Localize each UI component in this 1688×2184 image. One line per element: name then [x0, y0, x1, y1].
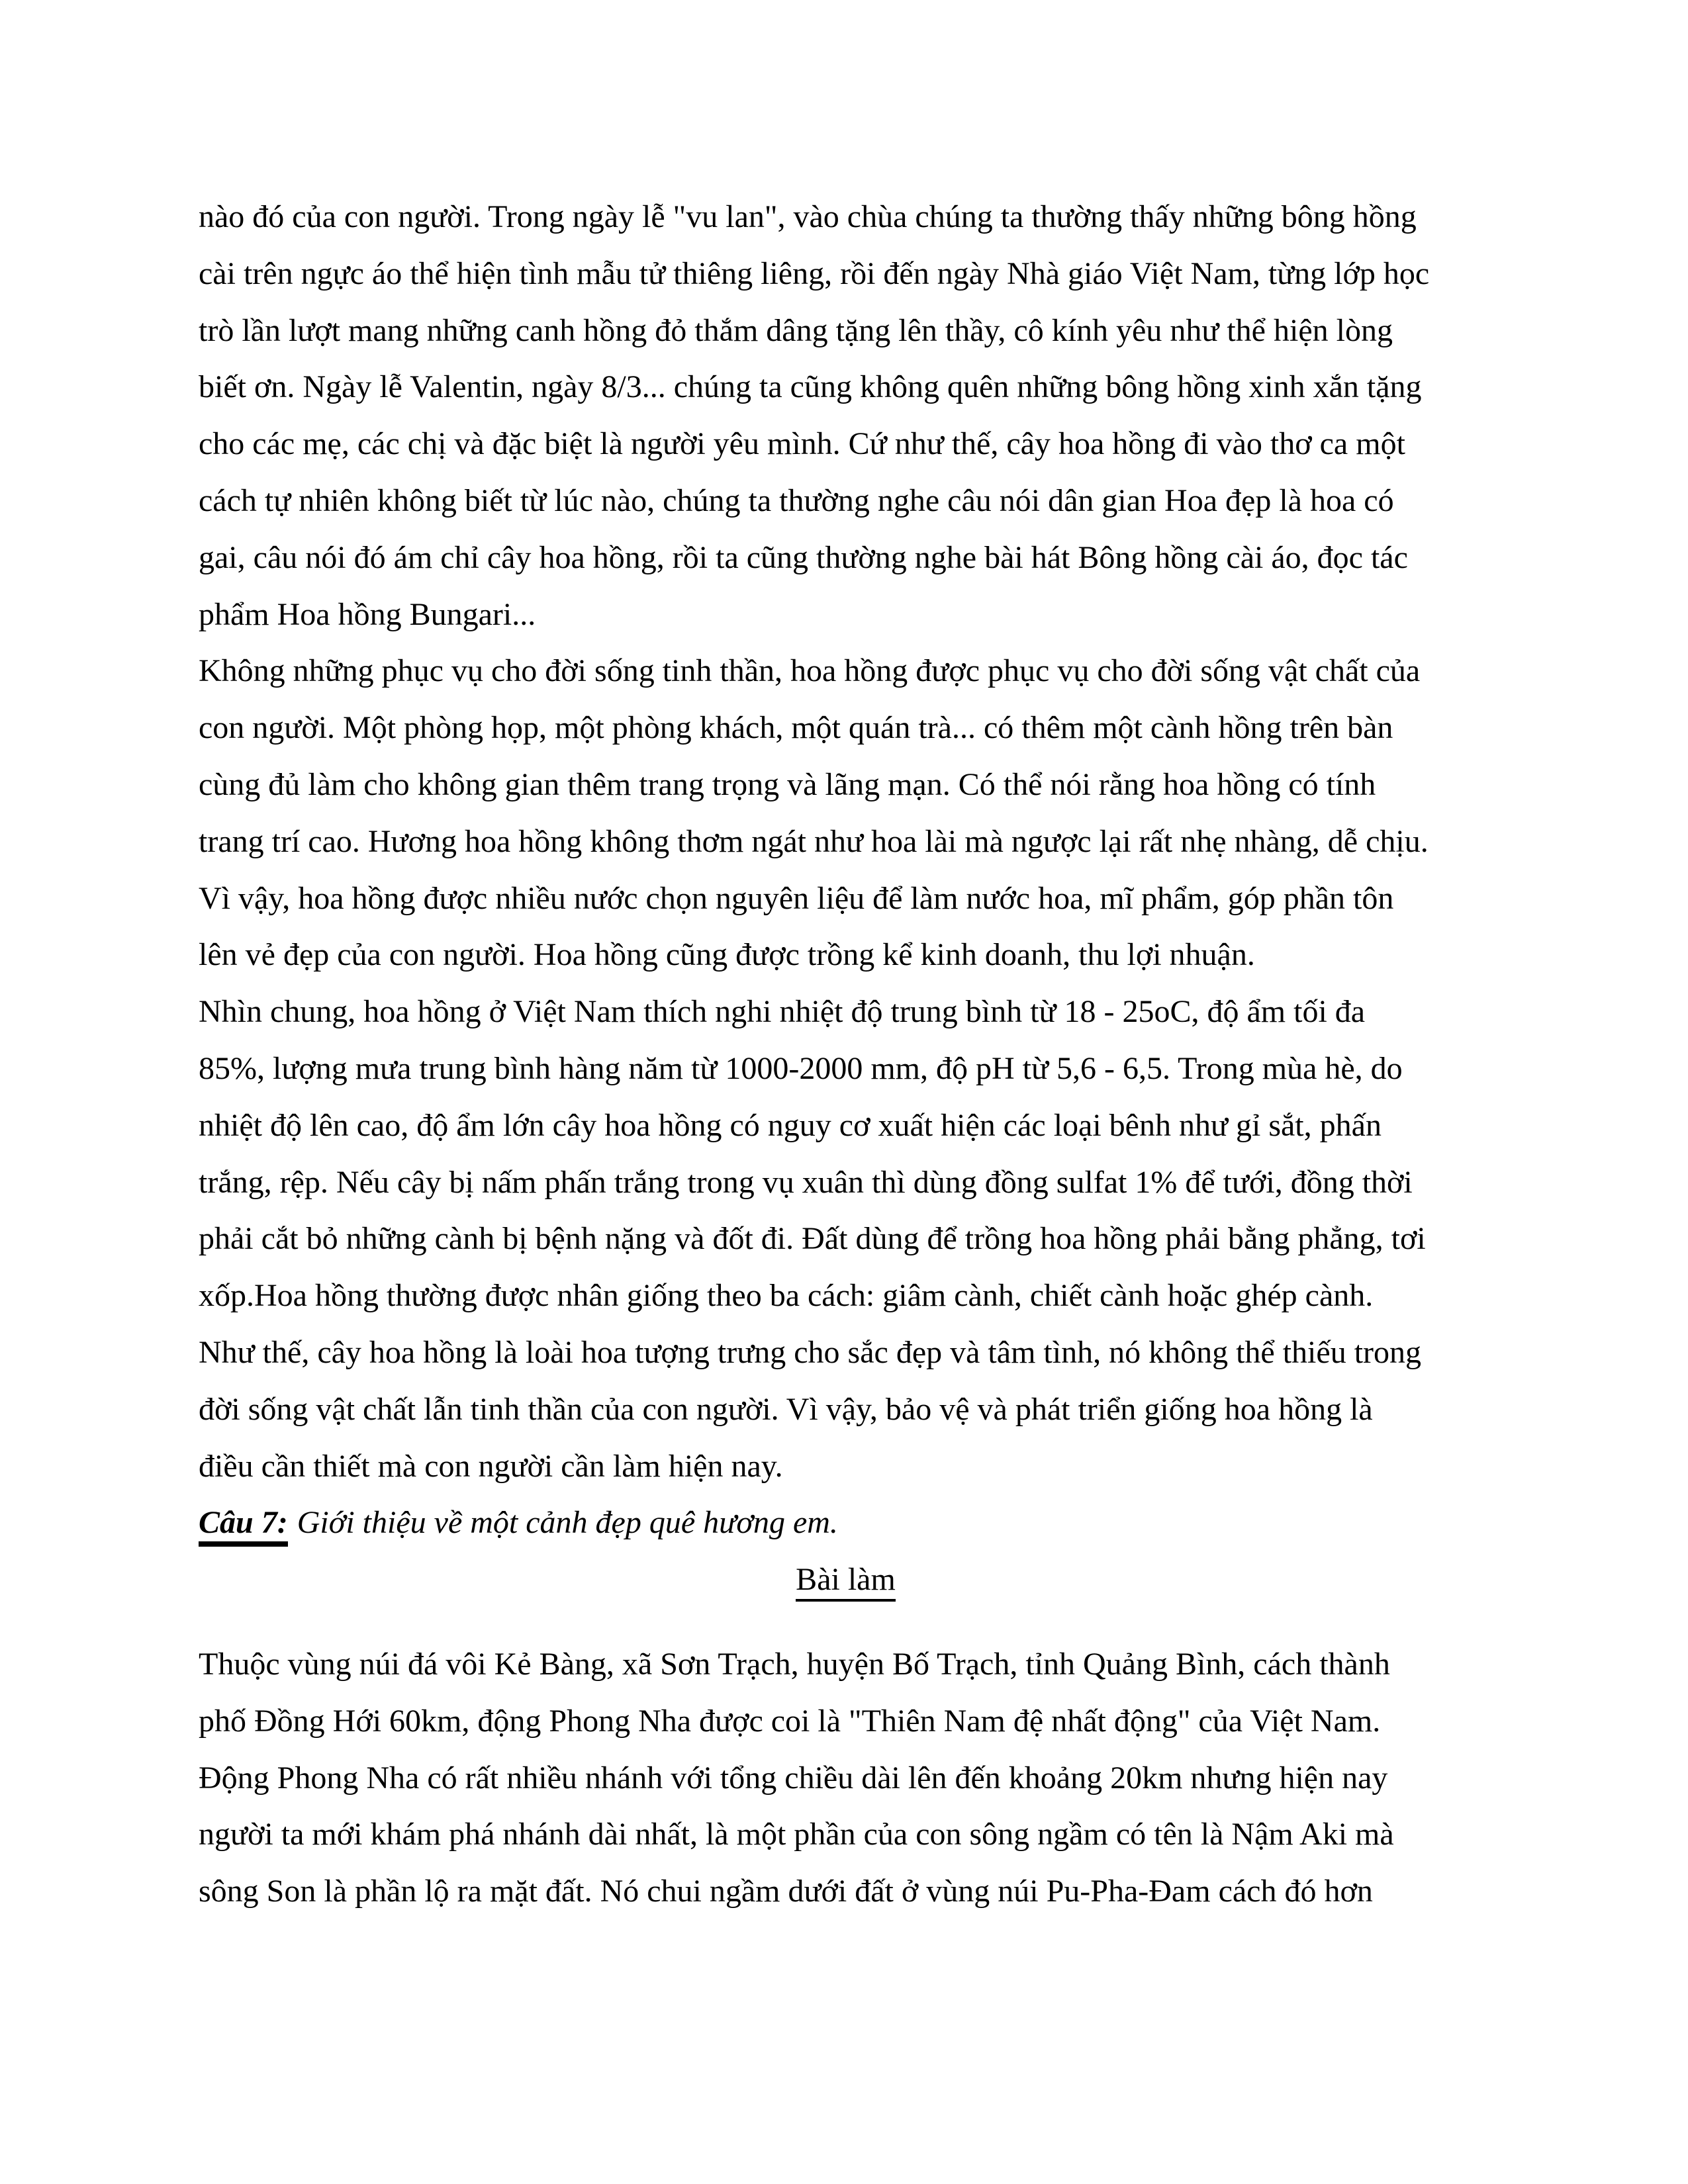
text-line: biết ơn. Ngày lễ Valentin, ngày 8/3... chúng ta cũng không quên những bông hồng xinh xắn tặng — [199, 369, 1422, 405]
text-line: trò lần lượt mang những canh hồng đỏ thắm dâng tặng lên thầy, cô kính yêu như thể hiện lòng — [199, 312, 1393, 348]
text-line: sông Son là phần lộ ra mặt đất. Nó chui ngầm dưới đất ở vùng núi Pu-Pha-Đam cách đó hơn — [199, 1874, 1373, 1909]
essay-body-part1 — [199, 189, 1493, 1494]
question-label: Câu 7: — [199, 1505, 288, 1547]
text-line: nhiệt độ lên cao, độ ẩm lớn cây hoa hồng có nguy cơ xuất hiện các loại bênh như gỉ sắt, phấn — [199, 1107, 1382, 1143]
question-line — [199, 1494, 1493, 1551]
text-line: cho các mẹ, các chị và đặc biệt là người yêu mình. Cứ như thế, cây hoa hồng đi vào thơ ca một — [199, 426, 1405, 462]
text-line: nào đó của con người. Trong ngày lễ "vu lan", vào chùa chúng ta thường thấy những bông hồng — [199, 199, 1417, 234]
text-line: trắng, rệp. Nếu cây bị nấm phấn trắng trong vụ xuân thì dùng đồng sulfat 1% để tưới, đồng thời — [199, 1164, 1413, 1200]
text-line: người ta mới khám phá nhánh dài nhất, là một phần của con sông ngầm có tên là Nậm Aki mà — [199, 1817, 1394, 1852]
essay-body-part2 — [199, 1636, 1493, 1920]
section-heading-line — [199, 1551, 1493, 1608]
text-line: Động Phong Nha có rất nhiều nhánh với tổng chiều dài lên đến khoảng 20km nhưng hiện nay — [199, 1760, 1388, 1796]
text-line: Vì vậy, hoa hồng được nhiều nước chọn nguyên liệu để làm nước hoa, mĩ phẩm, góp phần tôn — [199, 880, 1394, 916]
text-line: xốp.Hoa hồng thường được nhân giống theo ba cách: giâm cành, chiết cành hoặc ghép cành. — [199, 1278, 1374, 1314]
section-heading-text: Bài làm — [796, 1562, 896, 1602]
question-text: Giới thiệu về một cảnh đẹp quê hương em. — [297, 1505, 838, 1541]
text-line: lên vẻ đẹp của con người. Hoa hồng cũng được trồng kể kinh doanh, thu lợi nhuận. — [199, 937, 1255, 973]
text-line: Như thế, cây hoa hồng là loài hoa tượng trưng cho sắc đẹp và tâm tình, nó không thể thiếu trong — [199, 1334, 1422, 1370]
text-line: phải cắt bỏ những cành bị bệnh nặng và đốt đi. Đất dùng để trồng hoa hồng phải bằng phẳng, tơi — [199, 1221, 1426, 1257]
text-line: 85%, lượng mưa trung bình hàng năm từ 1000-2000 mm, độ pH từ 5,6 - 6,5. Trong mùa hè, do — [199, 1050, 1403, 1086]
text-line: gai, câu nói đó ám chỉ cây hoa hồng, rồi ta cũng thường nghe bài hát Bông hồng cài áo, đọc tác — [199, 539, 1408, 575]
text-line: Không những phục vụ cho đời sống tinh thần, hoa hồng được phục vụ cho đời sống vật chất của — [199, 653, 1421, 689]
text-line: Thuộc vùng núi đá vôi Kẻ Bàng, xã Sơn Trạch, huyện Bố Trạch, tỉnh Quảng Bình, cách thành — [199, 1646, 1390, 1682]
text-line: cài trên ngực áo thể hiện tình mẫu tử thiêng liêng, rồi đến ngày Nhà giáo Việt Nam, từng lớp học — [199, 255, 1430, 291]
text-line: Nhìn chung, hoa hồng ở Việt Nam thích nghi nhiệt độ trung bình từ 18 - 25oC, độ ẩm tối đa — [199, 994, 1366, 1030]
text-line: trang trí cao. Hương hoa hồng không thơm ngát như hoa lài mà ngược lại rất nhẹ nhàng, dễ chịu. — [199, 823, 1429, 859]
text-line: con người. Một phòng họp, một phòng khách, một quán trà... có thêm một cành hồng trên bàn — [199, 710, 1393, 746]
text-line: phố Đồng Hới 60km, động Phong Nha được coi là "Thiên Nam đệ nhất động" của Việt Nam. — [199, 1703, 1381, 1739]
text-line: cách tự nhiên không biết từ lúc nào, chúng ta thường nghe câu nói dân gian Hoa đẹp là hoa có — [199, 482, 1394, 518]
text-line: cùng đủ làm cho không gian thêm trang trọng và lãng mạn. Có thể nói rằng hoa hồng có tính — [199, 766, 1376, 802]
text-line: điều cần thiết mà con người cần làm hiện nay. — [199, 1448, 783, 1484]
text-line: đời sống vật chất lẫn tinh thần của con người. Vì vậy, bảo vệ và phát triển giống hoa hồng là — [199, 1391, 1373, 1427]
text-line: phẩm Hoa hồng Bungari... — [199, 596, 536, 632]
